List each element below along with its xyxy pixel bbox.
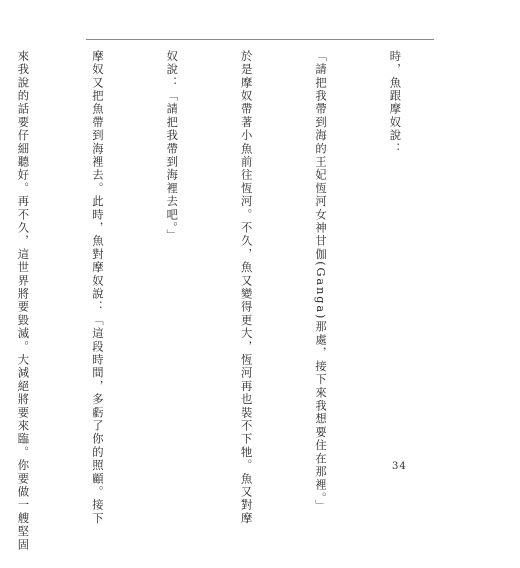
text-line: 於是摩奴帶著小魚前往恆河。不久，魚又變得更大，恆河再也裝不下牠。魚又對摩 bbox=[239, 50, 253, 526]
text-line: 來我說的話要仔細聽好。再不久，這世界將要毀滅。大減絕將要來臨。你要做一艘堅固 bbox=[16, 50, 30, 552]
text-line: 摩奴又把魚帶到海裡去。此時，魚對摩奴說：「這段時間，多虧了你的照顧。接下 bbox=[90, 50, 104, 526]
page-number: 34 bbox=[392, 461, 407, 472]
text-line: 「請把我帶到海的王妃恆河女神甘伽(Ganga)那處，接下來我想要住在那裡。」 bbox=[314, 50, 328, 513]
text-line: 奴說：「請把我帶到海裡去吧。」 bbox=[165, 50, 179, 243]
text-line: 時，魚跟摩奴說： bbox=[388, 50, 402, 156]
top-rule bbox=[86, 39, 434, 40]
